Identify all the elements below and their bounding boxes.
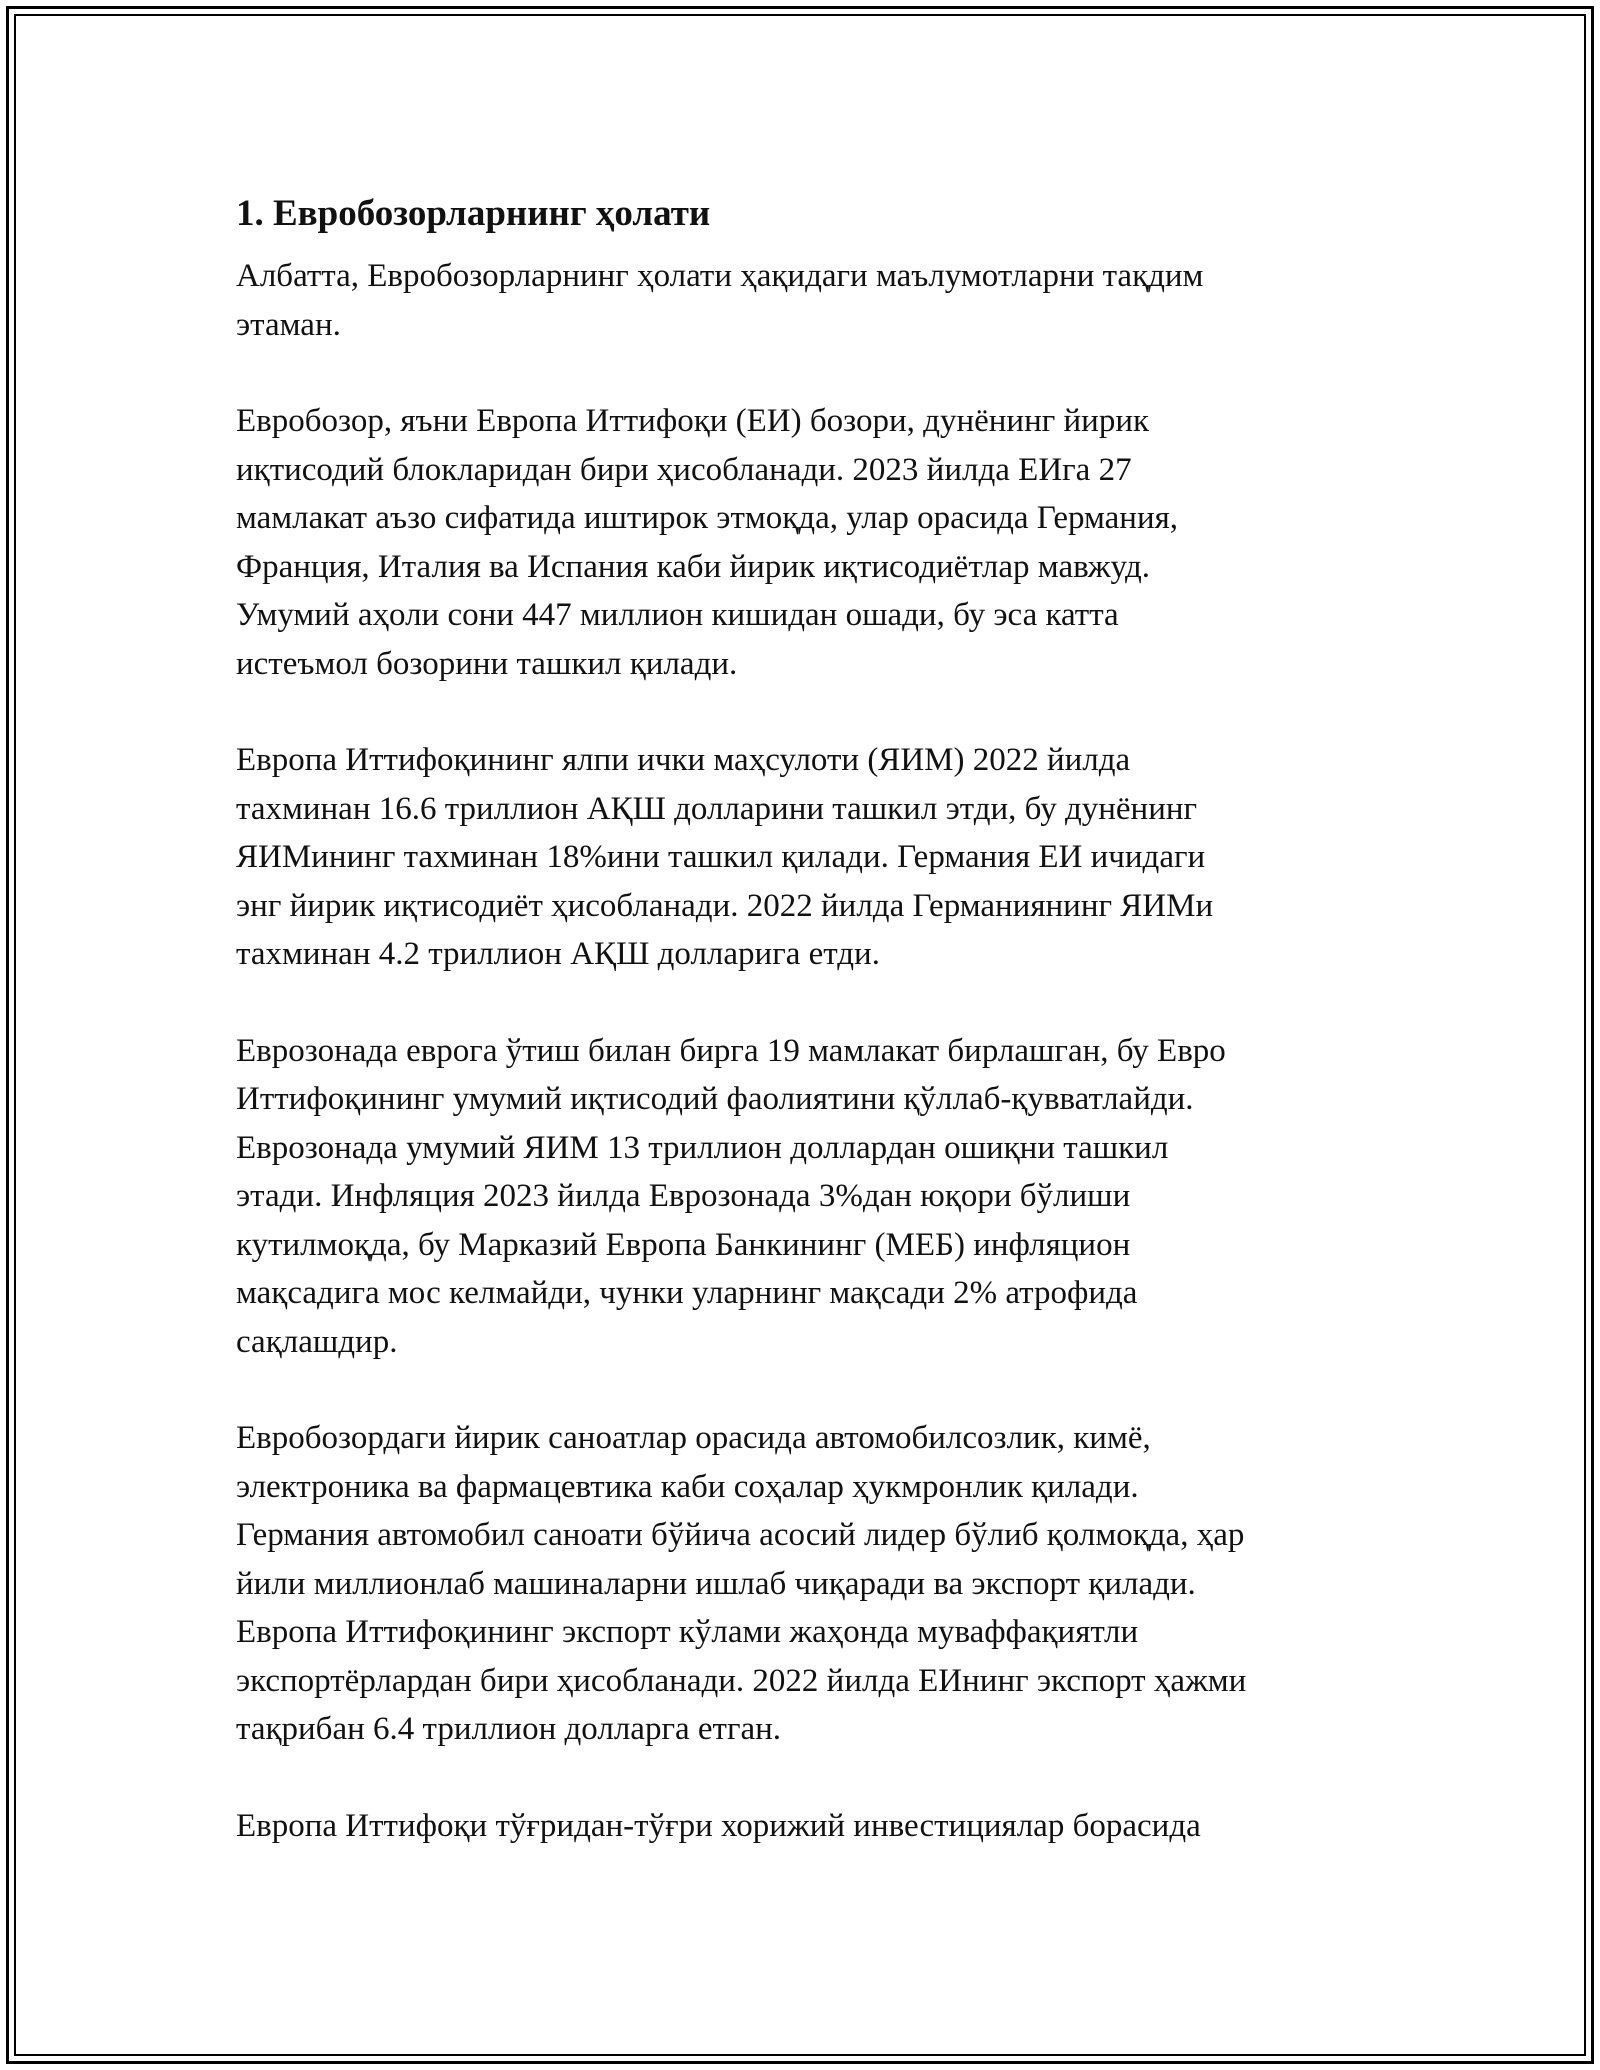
text-line: Евробозордаги йирик саноатлар орасида автомобилсозлик, кимё,	[236, 1420, 1151, 1456]
text-line: электроника ва фармацевтика каби соҳалар ҳукмронлик қилади.	[236, 1468, 1139, 1505]
text-line: Европа Иттифоқининг ялпи ички маҳсулоти (ЯИМ) 2022 йилда	[236, 742, 1131, 778]
section-heading: 1. Евробозорларнинг ҳолати	[236, 193, 711, 234]
body-paragraph	[236, 1802, 1386, 1851]
text-line: мақсадига мос келмайди, чунки уларнинг мақсади 2% атрофида	[236, 1275, 1138, 1311]
text-line: экспортёрлардан бири ҳисобланади. 2022 йилда ЕИнинг экспорт ҳажми	[236, 1662, 1247, 1699]
text-line: Еврозонада умумий ЯИМ 13 триллион доллардан ошиқни ташкил	[236, 1129, 1169, 1166]
text-line: йили миллионлаб машиналарни ишлаб чиқаради ва экспорт қилади.	[236, 1565, 1196, 1602]
text-line: мамлакат аъзо сифатида иштирок этмоқда, улар орасида Германия,	[236, 500, 1179, 536]
body-paragraph	[236, 1027, 1386, 1367]
body-paragraph	[236, 397, 1386, 688]
text-line: Германия автомобил саноати бўйича асосий лидер бўлиб қолмоқда, ҳар	[236, 1517, 1245, 1553]
text-line: ЯИМининг тахминан 18%ини ташкил қилади. Германия ЕИ ичидаги	[236, 839, 1206, 875]
body-paragraph	[236, 252, 1386, 349]
text-line: Франция, Италия ва Испания каби йирик иқтисодиётлар мавжуд.	[236, 548, 1150, 585]
body-paragraph	[236, 736, 1386, 979]
text-line: Иттифоқининг умумий иқтисодий фаолиятини қўллаб-қувватлайди.	[236, 1081, 1194, 1117]
text-line: Умумий аҳоли сони 447 миллион кишидан ошади, бу эса катта	[236, 597, 1119, 633]
paragraph-list	[236, 252, 1386, 1850]
text-line: этади. Инфляция 2023 йилда Еврозонада 3%дан юқори бўлиши	[236, 1178, 1131, 1214]
text-line: сақлашдир.	[236, 1323, 398, 1360]
text-line: тахминан 4.2 триллион АҚШ долларига етди.	[236, 936, 880, 972]
text-line: кутилмоқда, бу Марказий Европа Банкининг (МЕБ) инфляцион	[236, 1226, 1131, 1263]
text-line: тақрибан 6.4 триллион долларга етган.	[236, 1711, 782, 1747]
body-paragraph	[236, 1414, 1386, 1754]
text-line: Евробозор, яъни Европа Иттифоқи (ЕИ) бозори, дунёнинг йирик	[236, 403, 1150, 439]
text-line: иқтисодий блокларидан бири ҳисобланади. 2023 йилда ЕИга 27	[236, 451, 1132, 488]
document-body	[236, 188, 1386, 1898]
text-line: тахминан 16.6 триллион АҚШ долларини ташкил этди, бу дунёнинг	[236, 790, 1198, 827]
text-line: энг йирик иқтисодиёт ҳисобланади. 2022 йилда Германиянинг ЯИМи	[236, 887, 1214, 924]
text-line: истеъмол бозорини ташкил қилади.	[236, 645, 738, 682]
text-line: Европа Иттифоқи тўғридан-тўғри хорижий инвестициялар борасида	[236, 1807, 1201, 1844]
text-line: этаман.	[236, 306, 341, 343]
text-line: Еврозонада еврога ўтиш билан бирга 19 мамлакат бирлашган, бу Евро	[236, 1032, 1226, 1069]
text-line: Европа Иттифоқининг экспорт кўлами жаҳонда муваффақиятли	[236, 1614, 1139, 1650]
text-line: Албатта, Евробозорларнинг ҳолати ҳақидаги маълумотларни тақдим	[236, 258, 1204, 294]
